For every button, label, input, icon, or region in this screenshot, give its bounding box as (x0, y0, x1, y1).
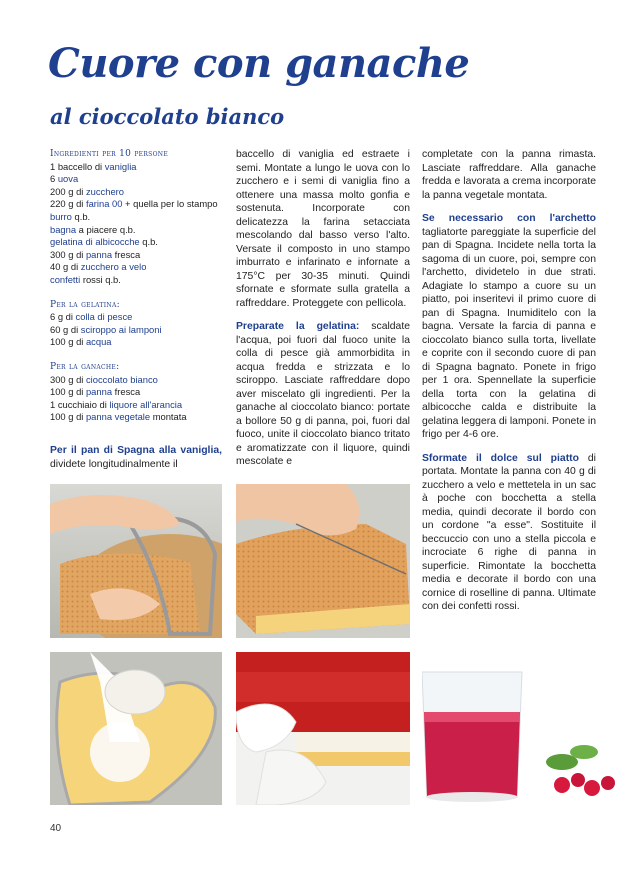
gelatina-heading: Per la gelatina: (50, 299, 120, 310)
ingredient-qty: 100 g di (50, 411, 86, 423)
ingredient-note: q.b. (139, 236, 158, 248)
ingredient-name: panna (85, 248, 113, 260)
step-paragraph: completate con la panna rimasta. Lasciate raffreddare. Alla ganache fredda e lavorata a crema incorporate la panna vegetale montata. (422, 149, 596, 201)
ingredient-note: rossi q.b. (80, 273, 121, 285)
ingredient-qty: 6 (50, 173, 58, 185)
step-lead-gelatina: Preparate la gelatina: (236, 321, 360, 332)
ingredient-name: sciroppo ai lamponi (80, 323, 162, 335)
ingredient-qty: 100 g di (50, 336, 86, 348)
ingredient-item (50, 224, 222, 237)
ingredient-qty: 300 g di (50, 248, 86, 260)
ingredients-list (50, 148, 222, 424)
photo-cutting-heart-shape (50, 484, 222, 638)
step-text: dividete longitudinalmente il (50, 458, 178, 470)
ganache-heading: Per la ganache: (50, 361, 120, 372)
ingredient-name: liquore all'arancia (109, 398, 183, 410)
ingredient-item (50, 198, 222, 211)
ingredient-qty: 1 cucchiaio di (50, 398, 110, 410)
step-lead-archetto: Se necessario con l'archetto (422, 213, 596, 224)
ingredient-name: burro (50, 210, 72, 222)
step-text: tagliatorte pareggiate la superficie del pan di Spagna. Incidete nella torta la sagoma di un cuore, poi, sempre con l'archetto, dividetelo in due strati. Adagiate lo stampo a cuore su un piatto, poi inseritevi il primo cuore di pan di Spagna. Inumiditelo con la bagna. Versate la farcia di panna e cioccolato bianco sulla torta, livellate e coprite con il secondo cuore di pan di Spagna bagnato. Ponete in frigo per 1 ora. Spennellate la superficie della torta con la gelatina di albicocche calda e distribuite la gelatina leggera di lamponi. Ponete in frigo per 4-6 ore. (422, 226, 596, 440)
ingredient-name: zucchero a velo (80, 261, 147, 273)
ingredient-note: a piacere q.b. (76, 223, 136, 235)
text-column-3 (422, 148, 596, 624)
ingredient-note: fresca (112, 248, 141, 260)
ingredient-name: panna (85, 386, 113, 398)
ingredient-item (50, 161, 222, 174)
recipe-title: Cuore con ganache (48, 40, 470, 87)
step-text: scaldate l'acqua, poi fuori dal fuoco unite la colla di pesce già ammorbidita in acqua fredda e strizzata e lo sciroppo. Lasciate raffreddare dopo aver miscelato gli ingredienti. Per la ganache al cioccolato bianco: portate a bollore 50 g di panna, poi, fuori dal fuoco, unite il cioccolato bianco tritato e aromatizzate con il liquore, quindi mescolate e (236, 321, 410, 467)
ingredients-ganache (50, 374, 222, 424)
ingredient-item (50, 386, 222, 399)
ingredient-qty: 60 g di (50, 323, 81, 335)
ingredient-note: fresca (112, 386, 141, 398)
recipe-subtitle: al cioccolato bianco (50, 104, 285, 129)
photo-raspberry-glass (422, 652, 618, 805)
ingredient-name: cioccolato bianco (85, 373, 158, 385)
ingredient-item (50, 336, 222, 349)
ingredient-note: + quella per lo stampo (122, 198, 218, 210)
step-paragraph: baccello di vaniglia ed estraete i semi. Montate a lungo le uova con lo zucchero e i semi di vaniglia fino a ottenere una massa molto gonfia e sostenuta. Incorporate con delicatezza la farina setacciata mescolando dal basso verso l'alto. Versate il composto in uno stampo imburrato e infarinato e infornate a 175°C per 30-35 minuti. Quindi sfornate e sformate sulla gratella a raffreddare. Proteggete con pellicola. (236, 149, 410, 309)
ingredient-name: panna vegetale (85, 411, 151, 423)
ingredient-name: gelatina di albicocche (50, 236, 140, 248)
ingredient-note: q.b. (71, 210, 91, 222)
ingredient-item (50, 324, 222, 337)
ingredient-note: montata (150, 411, 187, 423)
ingredient-item (50, 173, 222, 186)
ingredient-item (50, 236, 222, 249)
photo-cutting-sponge (236, 484, 410, 638)
ingredients-heading: Ingredienti per 10 persone (50, 149, 169, 159)
text-column-1 (50, 444, 222, 481)
ingredient-qty: 1 baccello di (50, 160, 105, 172)
ingredient-name: vaniglia (104, 160, 137, 172)
ingredient-item (50, 274, 222, 287)
ingredient-name: farina 00 (85, 198, 123, 210)
page-number: 40 (50, 823, 62, 834)
photo-pouring-ganache (50, 652, 222, 805)
ingredient-name: uova (57, 173, 79, 185)
step-lead-sformate: Sformate il dolce sul piatto (422, 452, 579, 464)
ingredient-item (50, 374, 222, 387)
ingredient-qty: 100 g di (50, 386, 86, 398)
ingredient-qty: 6 g di (50, 311, 76, 323)
ingredient-qty: 300 g di (50, 373, 86, 385)
ingredient-item (50, 399, 222, 412)
photo-piping-cream (236, 652, 410, 805)
ingredients-main (50, 161, 222, 287)
ingredient-name: zucchero (85, 185, 125, 197)
ingredient-name: confetti (50, 273, 81, 285)
text-column-2 (236, 148, 410, 479)
ingredient-qty: 220 g di (50, 198, 86, 210)
step-text: di portata. Montate la panna con 40 g di zucchero a velo e mettetela in un sac à poche con bocchetta a stella media, quindi decorate il bordo con un cordone "a esse". Sostituite il beccuccio con uno a stella piccola e incrociate 6 righe di panna in superficie. Rimontate la bocchetta media e decorate il bordo con una cornice di roselline di panna. Ultimate con dei confetti rossi. (422, 452, 596, 612)
ingredient-name: acqua (85, 336, 112, 348)
ingredient-item (50, 186, 222, 199)
ingredient-qty: 40 g di (50, 261, 81, 273)
ingredient-item (50, 311, 222, 324)
step-lead-pan-di-spagna: Per il pan di Spagna alla vaniglia, (50, 445, 222, 456)
ingredient-item (50, 249, 222, 262)
ingredient-name: bagna (50, 223, 77, 235)
ingredient-qty: 200 g di (50, 185, 86, 197)
ingredients-gelatina (50, 311, 222, 349)
ingredient-item (50, 261, 222, 274)
ingredient-item (50, 411, 222, 424)
ingredient-item (50, 211, 222, 224)
ingredient-name: colla di pesce (75, 311, 133, 323)
